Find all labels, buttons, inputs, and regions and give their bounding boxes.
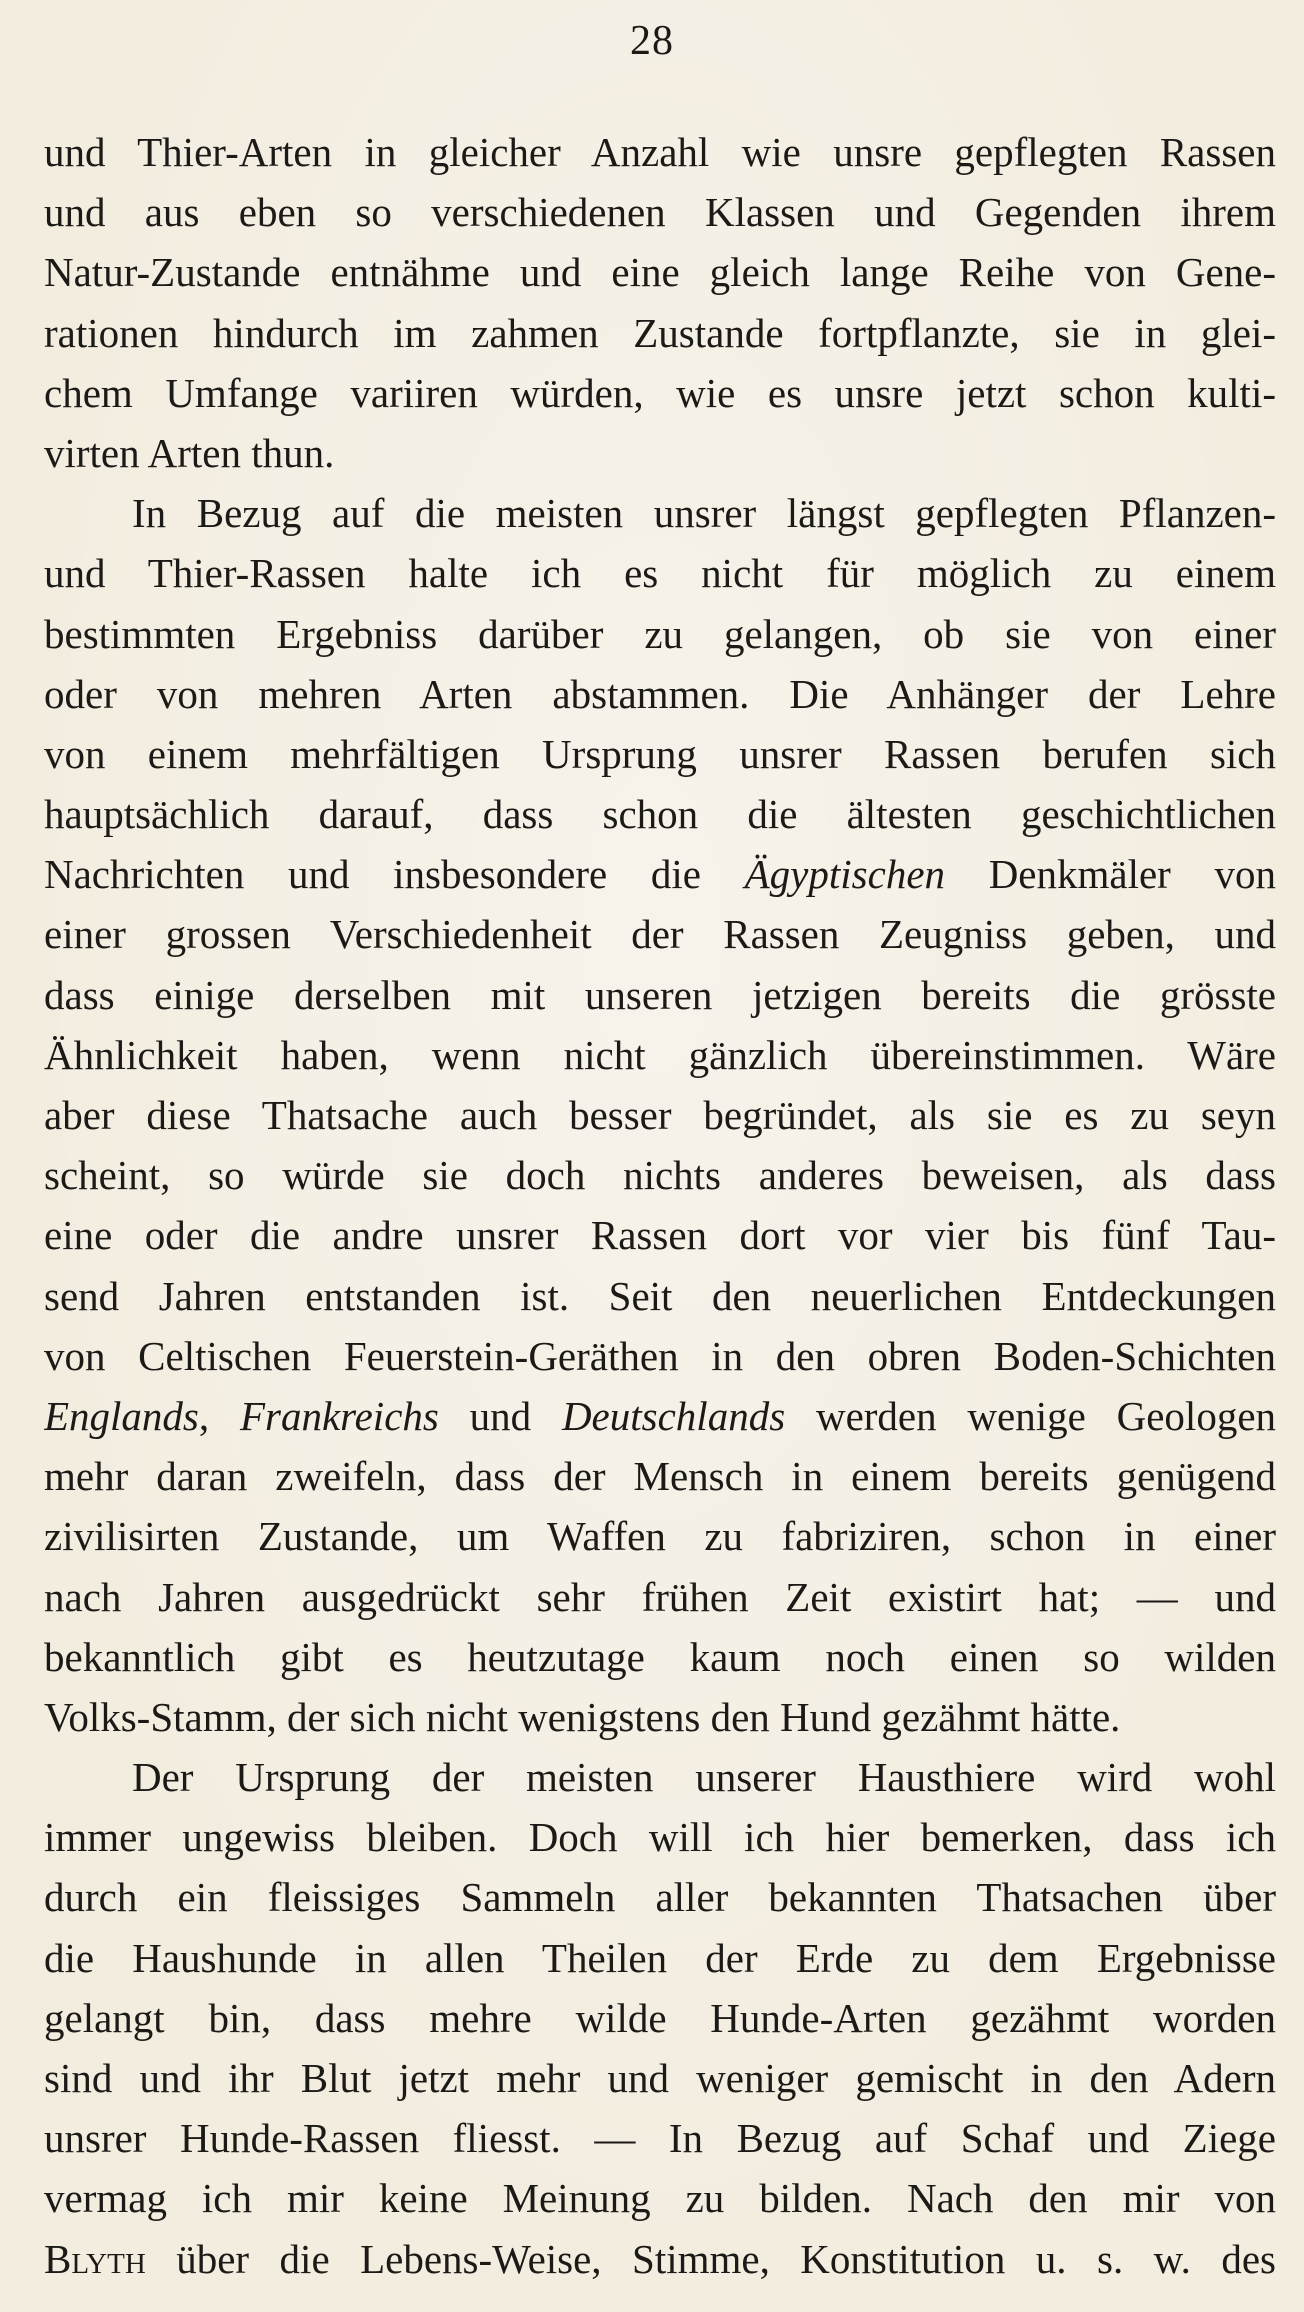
text-segment: von einem mehrfältigen Ursprung unsrer Rassen berufen sich: [44, 730, 1276, 777]
text-line: [44, 604, 1276, 664]
small-caps-name: Blyth: [44, 2235, 146, 2282]
text-segment: bestimmten Ergebniss darüber zu gelangen, ob sie von einer: [44, 610, 1276, 657]
text-line: [44, 2048, 1276, 2108]
italic-text: Englands: [44, 1392, 199, 1439]
text-line: [44, 784, 1276, 844]
text-segment: Nachrichten und insbesondere die: [44, 851, 745, 898]
text-line: [44, 1627, 1276, 1687]
text-segment: und aus eben so verschiedenen Klassen und Gegenden ihrem: [44, 189, 1276, 236]
page-number: 28: [630, 18, 674, 64]
text-segment: und: [438, 1392, 562, 1439]
text-line: [44, 363, 1276, 423]
text-line: [44, 1747, 1276, 1807]
text-line: [44, 543, 1276, 603]
text-segment: zivilisirten Zustande, um Waffen zu fabriziren, schon in einer: [44, 1513, 1276, 1560]
text-line: [44, 1145, 1276, 1205]
text-line: [44, 1386, 1276, 1446]
text-line: [44, 1085, 1276, 1145]
text-segment: die Haushunde in allen Theilen der Erde zu dem Ergebnisse: [44, 1934, 1276, 1981]
text-segment: und Thier-Arten in gleicher Anzahl wie unsre gepflegten Rassen: [44, 129, 1276, 175]
text-segment: chem Umfange variiren würden, wie es unsre jetzt schon kulti-: [44, 369, 1276, 416]
text-line: [44, 1266, 1276, 1326]
text-line: [44, 483, 1276, 543]
text-segment: über die Lebens-Weise, Stimme, Konstitution u. s. w. des: [145, 2235, 1276, 2282]
italic-text: Frankreichs: [239, 1392, 439, 1439]
text-segment: Ähnlichkeit haben, wenn nicht gänzlich übereinstimmen. Wäre: [44, 1031, 1276, 1078]
text-line: [44, 1567, 1276, 1627]
text-segment: vermag ich mir keine Meinung zu bilden. Nach den mir von: [44, 2175, 1276, 2222]
text-segment: send Jahren entstanden ist. Seit den neuerlichen Entdeckungen: [44, 1272, 1276, 1319]
text-line: [44, 965, 1276, 1025]
text-line: [44, 1446, 1276, 1506]
text-segment: virten Arten thun.: [44, 429, 335, 476]
text-line: [44, 844, 1276, 904]
text-line: [44, 1807, 1276, 1867]
text-segment: gelangt bin, dass mehre wilde Hunde-Arten gezähmt worden: [44, 1994, 1276, 2041]
text-line: [44, 1326, 1276, 1386]
text-line: [44, 1988, 1276, 2048]
text-segment: dass einige derselben mit unseren jetzigen bereits die grösste: [44, 971, 1276, 1018]
text-segment: unsrer Hunde-Rassen fliesst. — In Bezug auf Schaf und Ziege: [44, 2115, 1276, 2162]
text-segment: Volks-Stamm, der sich nicht wenigstens den Hund gezähmt hätte.: [44, 1693, 1121, 1740]
text-segment: bekanntlich gibt es heutzutage kaum noch einen so wilden: [44, 1633, 1276, 1680]
text-line: [44, 2108, 1276, 2168]
text-segment: Natur-Zustande entnähme und eine gleich lange Reihe von Gene-: [44, 249, 1276, 296]
text-line: [44, 1025, 1276, 1085]
text-line: [44, 122, 1276, 182]
text-line: [44, 904, 1276, 964]
text-line: [44, 242, 1276, 302]
text-line: [44, 1867, 1276, 1927]
text-segment: ,: [198, 1392, 240, 1439]
text-line: [44, 303, 1276, 363]
text-line: [44, 724, 1276, 784]
text-line: [44, 423, 1276, 483]
text-segment: aber diese Thatsache auch besser begründet, als sie es zu seyn: [44, 1092, 1276, 1138]
text-segment: eine oder die andre unsrer Rassen dort vor vier bis fünf Tau-: [44, 1212, 1276, 1259]
text-segment: sind und ihr Blut jetzt mehr und weniger gemischt in den Adern: [44, 2055, 1276, 2101]
text-segment: Denkmäler von: [945, 851, 1276, 898]
text-segment: oder von mehren Arten abstammen. Die Anhänger der Lehre: [44, 670, 1276, 717]
text-segment: und Thier-Rassen halte ich es nicht für möglich zu einem: [44, 550, 1276, 597]
text-segment: von Celtischen Feuerstein-Geräthen in den obren Boden-Schichten: [44, 1332, 1276, 1379]
text-line: [44, 1205, 1276, 1265]
text-line: [44, 664, 1276, 724]
text-line: [44, 2229, 1276, 2289]
text-segment: In Bezug auf die meisten unsrer längst gepflegten Pflanzen-: [132, 490, 1276, 537]
text-segment: scheint, so würde sie doch nichts anderes beweisen, als dass: [44, 1152, 1276, 1199]
text-segment: einer grossen Verschiedenheit der Rassen Zeugniss geben, und: [44, 911, 1276, 958]
text-segment: durch ein fleissiges Sammeln aller bekannten Thatsachen über: [44, 1874, 1276, 1921]
text-line: [44, 182, 1276, 242]
text-segment: hauptsächlich darauf, dass schon die ältesten geschichtlichen: [44, 791, 1276, 838]
text-segment: Der Ursprung der meisten unserer Hausthiere wird wohl: [132, 1754, 1276, 1801]
text-segment: rationen hindurch im zahmen Zustande fortpflanzte, sie in glei-: [44, 309, 1276, 356]
body-text: [44, 122, 1276, 2289]
text-line: [44, 1928, 1276, 1988]
italic-text: Deutschlands: [561, 1392, 786, 1439]
text-segment: mehr daran zweifeln, dass der Mensch in einem bereits genügend: [44, 1453, 1276, 1500]
text-line: [44, 1687, 1276, 1747]
text-segment: werden wenige Geologen: [785, 1392, 1276, 1439]
italic-text: Ägyptischen: [744, 851, 946, 898]
text-segment: immer ungewiss bleiben. Doch will ich hier bemerken, dass ich: [44, 1814, 1276, 1861]
text-segment: nach Jahren ausgedrückt sehr frühen Zeit existirt hat; — und: [44, 1573, 1276, 1620]
text-line: [44, 1506, 1276, 1566]
text-line: [44, 2168, 1276, 2228]
